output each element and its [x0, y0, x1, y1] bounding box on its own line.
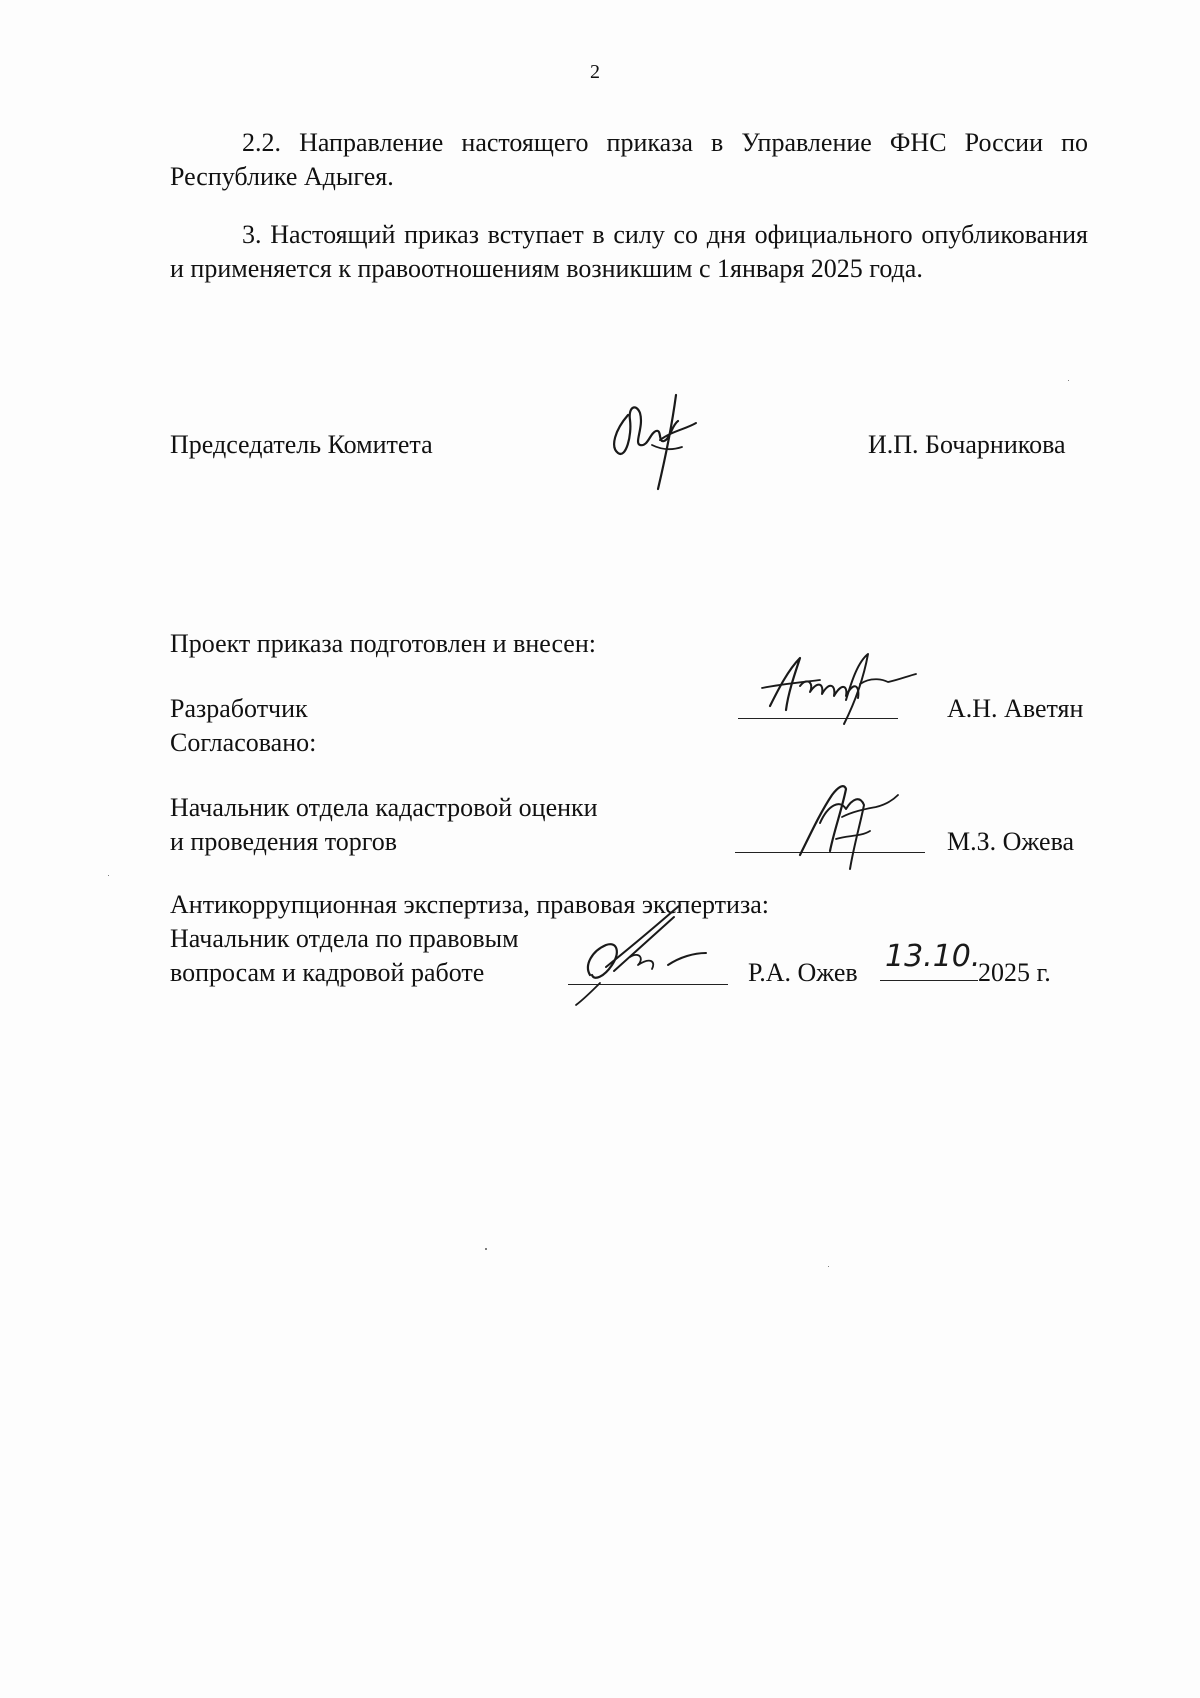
chairman-position: Председатель Комитета: [170, 430, 433, 459]
cadastral-head-position-line1: Начальник отдела кадастровой оценки: [170, 793, 598, 822]
prepared-by-intro: Проект приказа подготовлен и внесен:: [170, 629, 596, 658]
developer-role: Разработчик: [170, 694, 308, 723]
developer-signature: [748, 640, 928, 730]
chairman-signature: [600, 385, 710, 495]
cadastral-head-name: М.З. Ожева: [947, 827, 1075, 856]
page-number: 2: [590, 61, 600, 83]
scan-speck: [828, 1266, 829, 1267]
legal-head-position-line2: вопросам и кадровой работе: [170, 958, 485, 987]
developer-name: А.Н. Аветян: [947, 694, 1084, 723]
scan-speck: [108, 875, 109, 876]
date-year: 2025 г.: [978, 958, 1051, 987]
scan-speck: [1068, 380, 1069, 381]
chairman-name: И.П. Бочарникова: [868, 430, 1066, 459]
paragraph-3: 3. Настоящий приказ вступает в силу со дня официального опубликования и применяется к правоотношениям возникшим с 1января 2025 года.: [170, 220, 1088, 283]
scan-speck: [485, 1248, 487, 1250]
legal-head-name: Р.А. Ожев: [748, 958, 858, 987]
date-underline: [880, 980, 978, 981]
agreed-label: Согласовано:: [170, 728, 317, 757]
paragraph-2-2: 2.2. Направление настоящего приказа в Управление ФНС России по Республике Адыгея.: [170, 128, 1088, 191]
legal-head-signature: [570, 895, 740, 1010]
cadastral-head-position-line2: и проведения торгов: [170, 827, 398, 856]
expertise-title: Антикоррупционная экспертиза, правовая экспертиза:: [170, 890, 769, 919]
cadastral-head-signature: [780, 765, 920, 885]
handwritten-date: 13.10.: [885, 939, 981, 974]
legal-head-position-line1: Начальник отдела по правовым: [170, 924, 519, 953]
